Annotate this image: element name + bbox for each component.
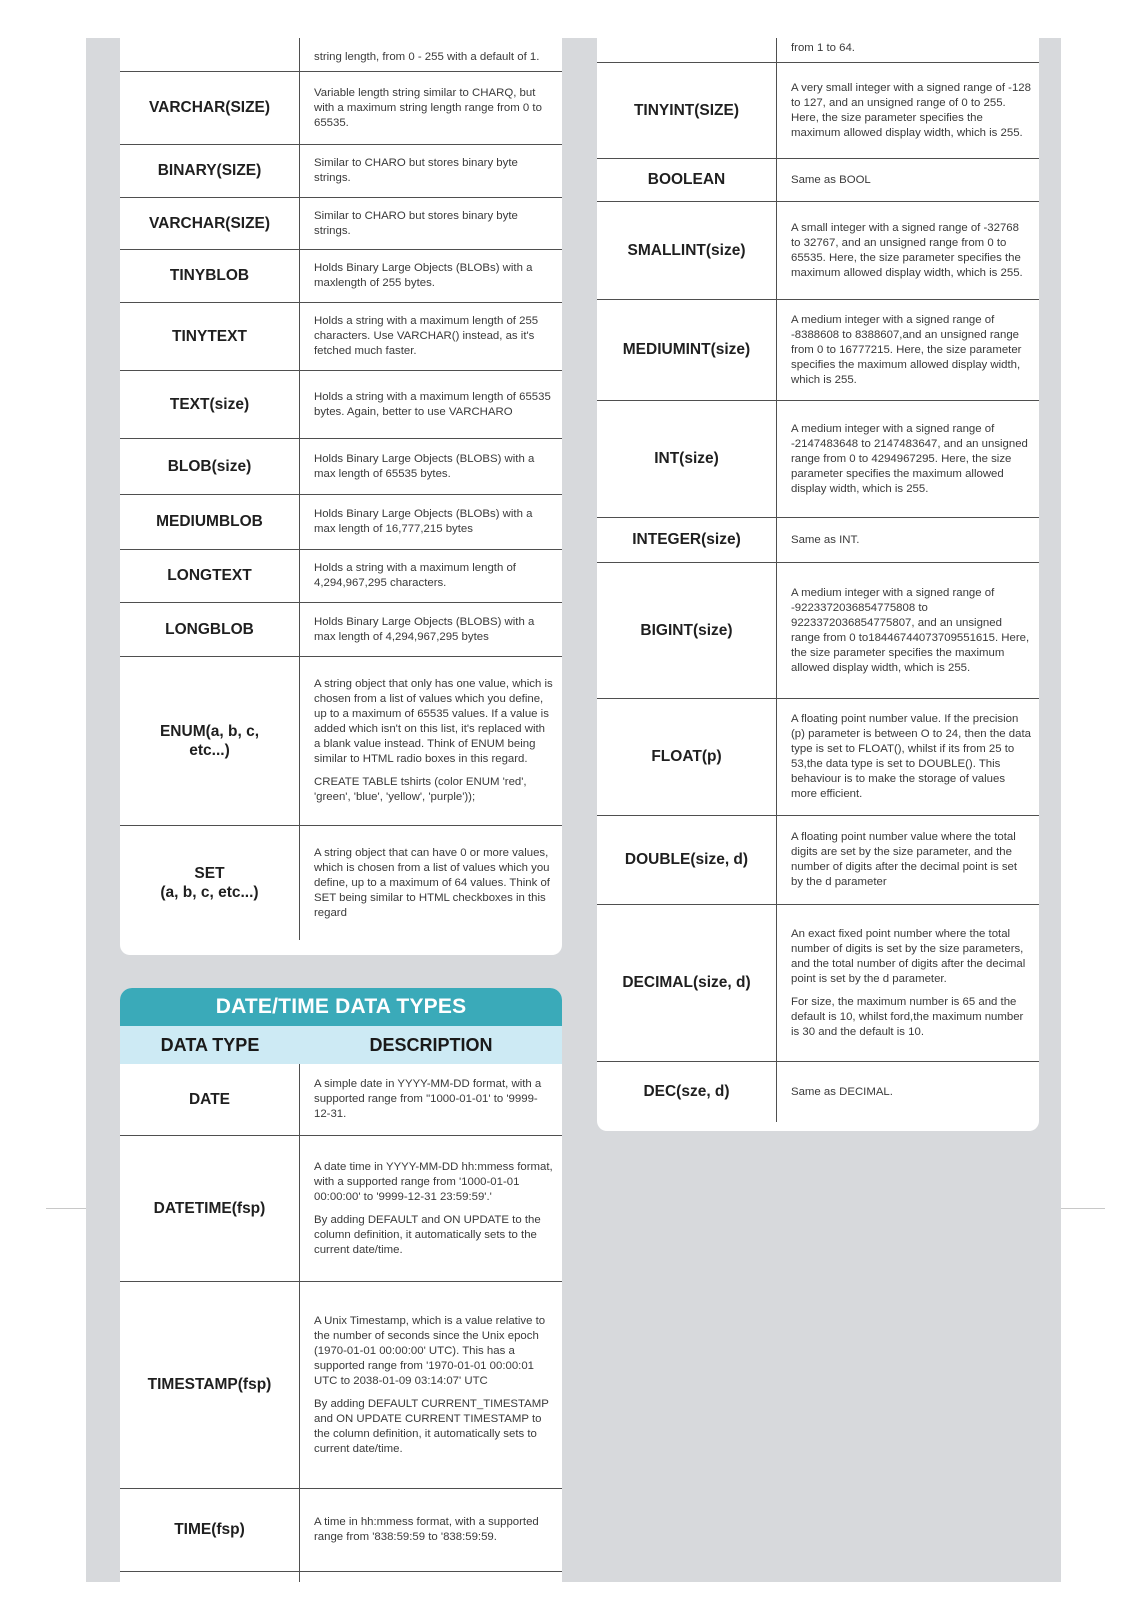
data-type-description	[300, 38, 562, 71]
data-type-name: VARCHAR(SIZE)	[120, 198, 300, 249]
description-paragraph: Holds Binary Large Objects (BLOBs) with a max length of 16,777,215 bytes	[314, 508, 533, 535]
string-types-table	[120, 38, 562, 955]
data-type-name: BIGINT(size)	[597, 563, 777, 698]
data-type-name: LONGTEXT	[120, 550, 300, 602]
data-type-description	[300, 145, 562, 197]
data-type-description	[300, 198, 562, 249]
data-type-name: DECIMAL(size, d)	[597, 905, 777, 1061]
datetime-section-title: DATE/TIME DATA TYPES	[120, 988, 562, 1026]
description-paragraph: A string object that only has one value, which is chosen from a list of values which you define, up to a maximum of 65535 values. If a value is added which isn't on this list, it's replaced with a blank value instead. Think of ENUM being similar to HTML radio boxes in this regard.	[314, 678, 553, 765]
description-paragraph: An exact fixed point number where the total number of digits is set by the size parameters, and the total number of digits after the decimal point is set by the d parameter.	[791, 927, 1026, 985]
table-row	[597, 38, 1039, 63]
table-row	[120, 198, 562, 250]
description-paragraph: Holds a string with a maximum length of 4,294,967,295 characters.	[314, 562, 516, 589]
table-row	[120, 145, 562, 198]
datetime-column-headers	[120, 1026, 562, 1064]
description-paragraph: A date time in YYYY-MM-DD hh:mmess format, with a supported range from '1000-01-01 00:00:00' to '9999-12-31 23:59:59'.'	[314, 1160, 553, 1203]
description-paragraph: For size, the maximum number is 65 and the default is 10, whilst ford,the maximum number is 30 and the default is 10.	[791, 995, 1024, 1038]
data-type-name: INTEGER(size)	[597, 518, 777, 562]
data-type-description	[300, 1489, 562, 1571]
data-type-description	[300, 72, 562, 144]
data-type-description	[300, 1064, 562, 1135]
table-row	[120, 657, 562, 826]
data-type-name: BLOB(size)	[120, 439, 300, 494]
description-paragraph: from 1 to 64.	[791, 42, 855, 54]
table-row	[120, 550, 562, 603]
table-row	[120, 72, 562, 145]
table-row	[120, 1489, 562, 1572]
description-paragraph: By adding DEFAULT CURRENT_TIMESTAMP and ON UPDATE CURRENT TIMESTAMP to the column definition, it automatically sets to current date/time.	[314, 1397, 549, 1455]
description-paragraph: Variable length string similar to CHARQ, but with a maximum string length range from 0 to 65535.	[314, 86, 542, 129]
table-row	[120, 1064, 562, 1136]
description-paragraph: A Unix Timestamp, which is a value relative to the number of seconds since the Unix epoch (1970-01-01 00:00:00' UTC). This has a supported range from '1970-01-01 00:00:01 UTC to 2038-01-09 03:14:07' UTC	[314, 1314, 546, 1387]
table-row	[597, 518, 1039, 563]
data-type-name	[597, 38, 777, 62]
table-row	[597, 63, 1039, 159]
table-row	[597, 905, 1039, 1062]
data-type-name: TINYTEXT	[120, 303, 300, 370]
description-paragraph: A medium integer with a signed range of -8388608 to 8388607,and an unsigned range from 0 to 16777215. Here, the size parameter specifies the maximum allowed display width, which is 255.	[791, 313, 1022, 386]
description-paragraph: Similar to CHARO but stores binary byte strings.	[314, 157, 518, 184]
description-paragraph: CREATE TABLE tshirts (color ENUM 'red', 'green', 'blue', 'yellow', 'purple'));	[314, 776, 527, 803]
data-type-name: TINYINT(SIZE)	[597, 63, 777, 158]
data-type-name	[120, 38, 300, 71]
table-row	[597, 202, 1039, 300]
description-paragraph: Holds Binary Large Objects (BLOBS) with a max length of 4,294,967,295 bytes	[314, 615, 535, 643]
table-row	[120, 603, 562, 657]
data-type-description	[777, 563, 1039, 698]
data-type-description	[777, 816, 1039, 904]
data-type-description	[300, 550, 562, 602]
description-paragraph: A time in hh:mmess format, with a supported range from '838:59:59 to '838:59:59.	[314, 1516, 539, 1543]
data-type-name: TINYBLOB	[120, 250, 300, 302]
data-type-description	[777, 63, 1039, 158]
description-paragraph: string length, from 0 - 255 with a default of 1.	[314, 51, 540, 63]
table-row	[120, 826, 562, 940]
column-header-description: DESCRIPTION	[369, 1034, 493, 1055]
data-type-name: MEDIUMINT(size)	[597, 300, 777, 400]
description-paragraph: A floating point number value. If the precision (p) parameter is between O to 24, then the data type is set to FLOAT(), whilst if its from 25 to 53,the data type is set to DOUBLE(). This behaviour is to make the storage of values more efficient.	[791, 713, 1031, 800]
table-row	[120, 1572, 562, 1582]
data-type-description	[300, 657, 562, 825]
data-type-name: LONGBLOB	[120, 603, 300, 656]
data-type-name: ENUM(a, b, c, etc...)	[120, 657, 300, 825]
data-type-name: FLOAT(p)	[597, 699, 777, 815]
description-paragraph: A floating point number value where the total digits are set by the size parameter, and the number of digits after the decimal point is set by the d parameter	[791, 831, 1018, 888]
data-type-description	[300, 303, 562, 370]
description-paragraph: A very small integer with a signed range of -128 to 127, and an unsigned range of 0 to 255. Here, the size parameter specifies the maximum allowed display width, which is 255.	[791, 81, 1031, 139]
data-type-name: TIMESTAMP(fsp)	[120, 1282, 300, 1488]
description-paragraph: Same as INT.	[791, 533, 860, 546]
data-type-name: SET (a, b, c, etc...)	[120, 826, 300, 940]
table-row	[597, 300, 1039, 401]
data-type-description	[777, 518, 1039, 562]
data-type-description	[777, 1062, 1039, 1122]
data-type-description	[300, 1136, 562, 1281]
data-type-name: BOOLEAN	[597, 159, 777, 201]
data-type-name: DOUBLE(size, d)	[597, 816, 777, 904]
table-row	[597, 816, 1039, 905]
data-type-description	[300, 1282, 562, 1488]
data-type-description	[777, 202, 1039, 299]
table-row	[597, 1062, 1039, 1122]
data-type-name	[120, 1572, 300, 1582]
table-row	[120, 371, 562, 439]
description-paragraph: A string object that can have 0 or more values, which is chosen from a list of values which you define, up to a maximum of 64 values. Think of SET being similar to HTML checkboxes in this regard	[314, 846, 550, 919]
description-paragraph: A medium integer with a signed range of -9223372036854775808 to 9223372036854775807, and an unsigned range from 0 to18446744073709551615. Here, the size parameter specifies the maximum allowed display width, which is 255.	[791, 586, 1030, 674]
data-type-name: DATETIME(fsp)	[120, 1136, 300, 1281]
fold-line-right	[1061, 1208, 1105, 1209]
table-row	[120, 303, 562, 371]
table-row	[120, 250, 562, 303]
data-type-name: TEXT(size)	[120, 371, 300, 438]
data-type-description	[300, 1572, 562, 1582]
table-row	[597, 699, 1039, 816]
data-type-description	[777, 905, 1039, 1061]
data-type-description	[777, 38, 1039, 62]
description-paragraph: Holds Binary Large Objects (BLOBs) with a maxlength of 255 bytes.	[314, 262, 533, 289]
table-row	[120, 38, 562, 72]
data-type-description	[777, 699, 1039, 815]
data-type-description	[300, 439, 562, 494]
table-row	[120, 1282, 562, 1489]
table-row	[120, 495, 562, 550]
description-paragraph: Similar to CHARO but stores binary byte strings.	[314, 209, 518, 237]
data-type-description	[777, 401, 1039, 517]
table-row	[597, 401, 1039, 518]
numeric-types-table	[597, 38, 1039, 1131]
data-type-name: DATE	[120, 1064, 300, 1135]
description-paragraph: Holds a string with a maximum length of 255 characters. Use VARCHAR() instead, as it's fetched much faster.	[314, 315, 539, 357]
table-row	[120, 439, 562, 495]
description-paragraph: Same as BOOL	[791, 173, 871, 186]
data-type-name: MEDIUMBLOB	[120, 495, 300, 549]
data-type-description	[300, 826, 562, 940]
description-paragraph: A simple date in YYYY-MM-DD format, with a supported range from "1000-01-01' to '9999-12-31.	[314, 1078, 542, 1120]
table-row	[597, 159, 1039, 202]
description-paragraph: Holds a string with a maximum length of 65535 bytes. Again, better to use VARCHARO	[314, 390, 551, 418]
description-paragraph: A small integer with a signed range of -32768 to 32767, and an unsigned range from 0 to 65535. Here, the size parameter specifies the maximum allowed display width, which is 255.	[791, 221, 1023, 279]
data-type-name: BINARY(SIZE)	[120, 145, 300, 197]
table-row	[597, 563, 1039, 699]
data-type-name: TIME(fsp)	[120, 1489, 300, 1571]
data-type-description	[300, 250, 562, 302]
description-paragraph: Same as DECIMAL.	[791, 1085, 893, 1098]
data-type-description	[300, 495, 562, 549]
datetime-types-table	[120, 988, 562, 1582]
description-paragraph: A medium integer with a signed range of -2147483648 to 2147483647, and an unsigned range from 0 to 4294967295. Here, the size parameter specifies the maximum allowed display width, which is 255.	[791, 422, 1028, 495]
data-type-description	[777, 159, 1039, 201]
data-type-name: DEC(sze, d)	[597, 1062, 777, 1122]
data-type-name: SMALLINT(size)	[597, 202, 777, 299]
description-paragraph: By adding DEFAULT and ON UPDATE to the column definition, it automatically sets to the current date/time.	[314, 1213, 541, 1256]
data-type-name: VARCHAR(SIZE)	[120, 72, 300, 144]
data-type-description	[300, 371, 562, 438]
table-row	[120, 1136, 562, 1282]
data-type-name: INT(size)	[597, 401, 777, 517]
data-type-description	[300, 603, 562, 656]
description-paragraph: Holds Binary Large Objects (BLOBS) with a max length of 65535 bytes.	[314, 452, 535, 480]
column-header-data-type: DATA TYPE	[160, 1034, 260, 1055]
data-type-description	[777, 300, 1039, 400]
fold-line-left	[46, 1208, 86, 1209]
